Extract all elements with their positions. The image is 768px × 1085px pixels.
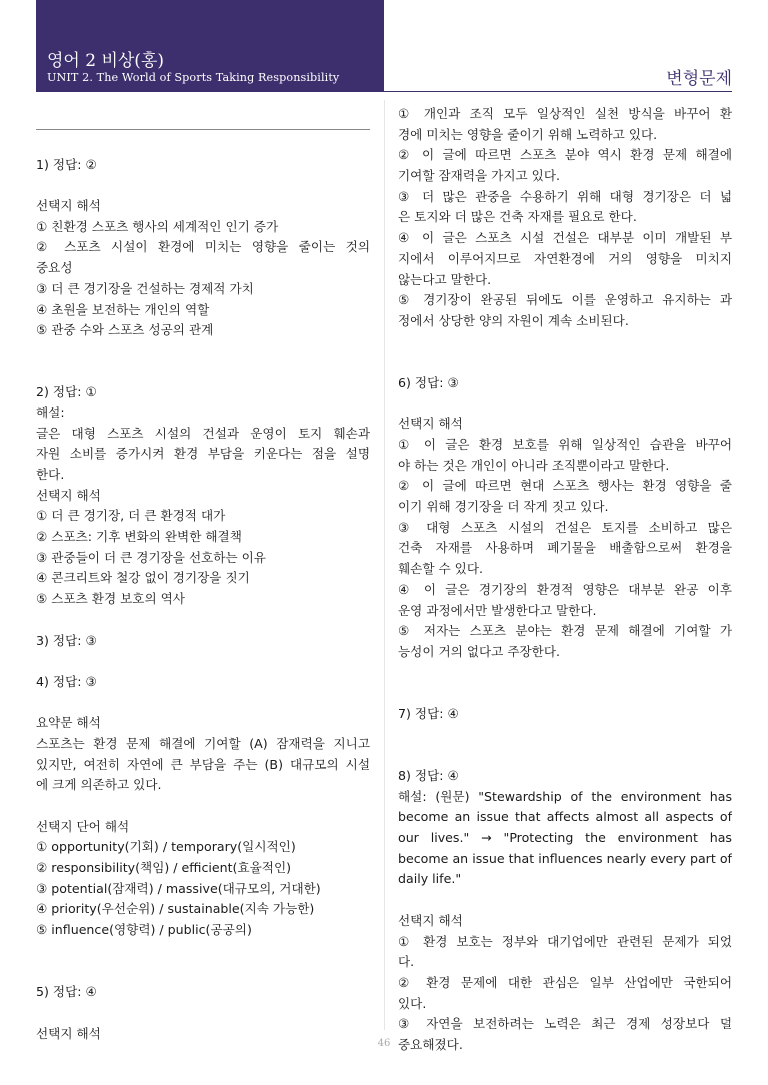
text-line: ⑤ 경기장이 완공된 뒤에도 이를 운영하고 유지하는 과 bbox=[398, 292, 732, 308]
text-line: ④ 콘크리트와 철강 없이 경기장을 짓기 bbox=[36, 570, 250, 586]
text-line: 글은 대형 스포츠 시설의 건설과 운영이 토지 훼손과 bbox=[36, 425, 370, 441]
text-line: 한다. bbox=[36, 467, 65, 482]
text-line: ① 이 글은 환경 보호를 위해 일상적인 습관을 바꾸어 bbox=[398, 437, 732, 452]
text-line: 4) 정답: ③ bbox=[36, 673, 97, 689]
blank-line bbox=[36, 1003, 370, 1024]
text-line: ② responsibility(책임) / efficient(효율적인) bbox=[36, 860, 292, 876]
blank-line bbox=[36, 134, 370, 155]
header-rule bbox=[384, 91, 732, 92]
text-line: ③ potential(잠재력) / massive(대규모의, 거대한) bbox=[36, 880, 321, 896]
page-number: 46 bbox=[377, 1038, 391, 1049]
text-line: 스포츠는 환경 문제 해결에 기여할 (A) 잠재력을 지니고 bbox=[36, 735, 370, 751]
text-line: ③ 관중들이 더 큰 경기장을 선호하는 이유 bbox=[36, 549, 266, 565]
text-line: ④ 이 글은 경기장의 환경적 영향은 대부분 완공 이후 bbox=[398, 581, 732, 597]
text-line: 중요성 bbox=[36, 260, 73, 276]
text-line: 선택지 해석 bbox=[398, 912, 463, 928]
text-line: 3) 정답: ③ bbox=[36, 632, 97, 648]
blank-line bbox=[398, 890, 732, 911]
blank-line bbox=[398, 683, 732, 704]
text-line: ⑤ influence(영향력) / public(공공의) bbox=[36, 922, 252, 938]
text-line: ② 스포츠 시설이 환경에 미치는 영향을 줄이는 것의 bbox=[36, 239, 370, 255]
text-line: 있다. bbox=[398, 995, 427, 1011]
right-column bbox=[398, 104, 732, 1056]
blank-line bbox=[398, 394, 732, 415]
text-line: ④ priority(우선순위) / sustainable(지속 가능한) bbox=[36, 901, 315, 917]
text-line: 있지만, 여전히 자연에 큰 부담을 주는 (B) 대규모의 시설 bbox=[36, 756, 370, 772]
text-line: ① 환경 보호는 정부와 대기업에만 관련된 문제가 되었 bbox=[398, 933, 732, 949]
blank-line bbox=[36, 796, 370, 817]
text-line: ② 이 글에 따르면 현대 스포츠 행사는 환경 영향을 줄 bbox=[398, 478, 732, 494]
text-line: 자원 소비를 증가시켜 환경 부담을 키운다는 점을 설명 bbox=[36, 446, 370, 462]
text-line: become an issue that affects almost all aspects of bbox=[398, 809, 732, 825]
unit-subtitle: UNIT 2. The World of Sports Taking Responsibility bbox=[47, 71, 340, 84]
text-line: 은 토지와 더 많은 건축 자재를 필요로 한다. bbox=[398, 209, 637, 225]
section-tag: 변형문제 bbox=[666, 69, 732, 89]
blank-line bbox=[398, 745, 732, 766]
text-line: 에 크게 의존하고 있다. bbox=[36, 777, 162, 793]
text-line: 건축 자재를 사용하며 폐기물을 배출함으로써 환경을 bbox=[398, 540, 732, 556]
text-line: ② 스포츠: 기후 변화의 완벽한 해결책 bbox=[36, 529, 242, 545]
blank-line bbox=[36, 610, 370, 631]
blank-line bbox=[36, 341, 370, 362]
text-line: daily life." bbox=[398, 871, 462, 887]
column-divider bbox=[384, 100, 385, 1030]
text-line: ④ 초원을 보전하는 개인의 역할 bbox=[36, 301, 210, 317]
text-line: ⑤ 스포츠 환경 보호의 역사 bbox=[36, 591, 185, 607]
text-line: ③ 더 많은 관중을 수용하기 위해 대형 경기장은 더 넓 bbox=[398, 188, 732, 204]
text-line: ① 개인과 조직 모두 일상적인 실천 방식을 바꾸어 환 bbox=[398, 106, 732, 121]
blank-line bbox=[36, 941, 370, 962]
header-banner bbox=[36, 0, 384, 92]
text-line: 5) 정답: ④ bbox=[36, 984, 97, 1000]
text-line: 않는다고 말한다. bbox=[398, 271, 492, 287]
text-line: ① 더 큰 경기장, 더 큰 환경적 대가 bbox=[36, 508, 226, 524]
text-line: 해설: (원문) "Stewardship of the environment has bbox=[398, 788, 732, 804]
blank-line bbox=[398, 725, 732, 746]
text-line: our lives." → "Protecting the environment has bbox=[398, 830, 732, 846]
text-line: ④ 이 글은 스포츠 시설 건설은 대부분 이미 개발된 부 bbox=[398, 230, 732, 246]
text-line: 야 하는 것은 개인이 아니라 조직뿐이라고 말한다. bbox=[398, 457, 670, 473]
blank-line bbox=[36, 175, 370, 196]
text-line: ② 이 글에 따르면 스포츠 분야 역시 환경 문제 해결에 bbox=[398, 147, 732, 163]
text-line: 선택지 단어 해석 bbox=[36, 818, 130, 834]
blank-line bbox=[398, 663, 732, 684]
text-line: 이기 위해 경기장을 더 작게 짓고 있다. bbox=[398, 499, 609, 515]
blank-line bbox=[398, 352, 732, 373]
text-line: 선택지 해석 bbox=[36, 1025, 101, 1041]
text-line: 지에서 이루어지므로 자연환경에 거의 영향을 미치지 bbox=[398, 250, 732, 266]
text-line: 6) 정답: ③ bbox=[398, 374, 459, 390]
column-rule bbox=[36, 129, 370, 130]
text-line: 선택지 해석 bbox=[36, 487, 101, 503]
text-line: become an issue that influences nearly every part of bbox=[398, 850, 732, 866]
text-line: 훼손할 수 있다. bbox=[398, 561, 484, 577]
text-line: ① opportunity(기회) / temporary(일시적인) bbox=[36, 839, 296, 855]
blank-line bbox=[36, 362, 370, 383]
text-line: 요약문 해석 bbox=[36, 715, 101, 731]
text-line: 운영 과정에서만 발생한다고 말한다. bbox=[398, 602, 597, 618]
text-line: ⑤ 관중 수와 스포츠 성공의 관계 bbox=[36, 322, 214, 338]
blank-line bbox=[36, 962, 370, 983]
text-line: 경에 미치는 영향을 줄이기 위해 노력하고 있다. bbox=[398, 126, 658, 142]
text-line: 해설: bbox=[36, 404, 65, 420]
text-line: ⑤ 저자는 스포츠 분야는 환경 문제 해결에 기여할 가 bbox=[398, 623, 732, 639]
text-line: 1) 정답: ② bbox=[36, 156, 97, 172]
text-line: 중요해졌다. bbox=[398, 1036, 463, 1052]
text-line: ③ 더 큰 경기장을 건설하는 경제적 가치 bbox=[36, 280, 254, 296]
blank-line bbox=[398, 332, 732, 353]
text-line: 7) 정답: ④ bbox=[398, 705, 459, 721]
blank-line bbox=[36, 651, 370, 672]
text-line: ① 친환경 스포츠 행사의 세계적인 인기 증가 bbox=[36, 218, 279, 234]
left-column bbox=[36, 134, 370, 1044]
text-line: 기여할 잠재력을 가지고 있다. bbox=[398, 168, 560, 184]
text-line: ③ 대형 스포츠 시설의 건설은 토지를 소비하고 많은 bbox=[398, 519, 732, 535]
text-line: 2) 정답: ① bbox=[36, 384, 97, 400]
text-line: 정에서 상당한 양의 자원이 계속 소비된다. bbox=[398, 312, 629, 328]
text-line: ③ 자연을 보전하려는 노력은 최근 경제 성장보다 덜 bbox=[398, 1016, 732, 1032]
text-line: 능성이 거의 없다고 주장한다. bbox=[398, 643, 560, 659]
text-line: 8) 정답: ④ bbox=[398, 768, 459, 783]
page-title: 영어 2 비상(홍) bbox=[47, 51, 164, 71]
text-line: ② 환경 문제에 대한 관심은 일부 산업에만 국한되어 bbox=[398, 974, 732, 990]
text-line: 선택지 해석 bbox=[398, 416, 463, 432]
blank-line bbox=[36, 693, 370, 714]
text-line: 다. bbox=[398, 954, 415, 970]
text-line: 선택지 해석 bbox=[36, 198, 101, 214]
